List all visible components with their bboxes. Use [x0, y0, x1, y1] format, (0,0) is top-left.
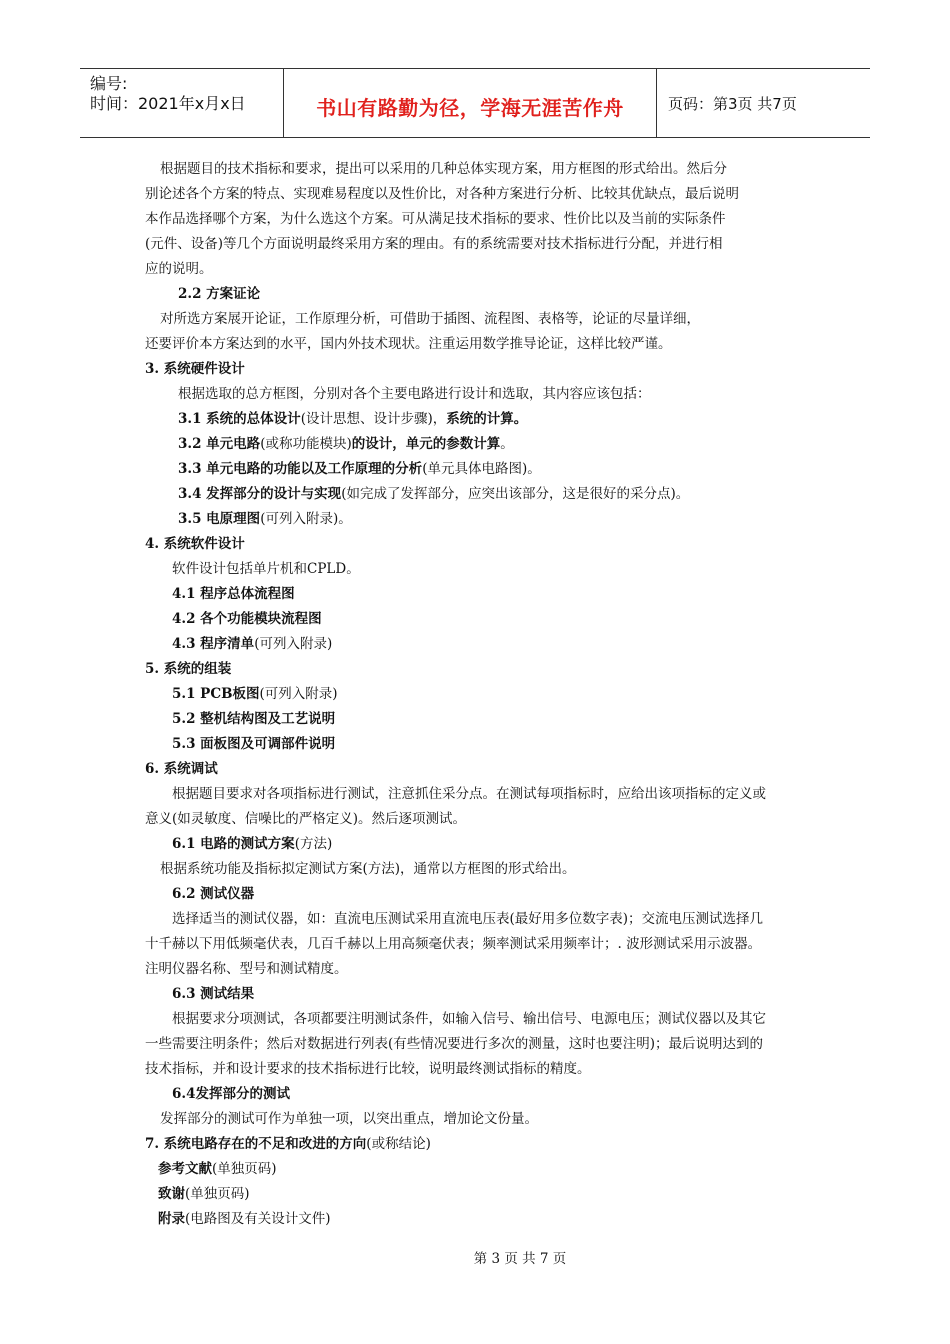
- paragraph-line: 对所选方案展开论证，工作原理分析，可借助于插图、流程图、表格等，论证的尽量详细，: [160, 311, 700, 327]
- list-item: 4.2 各个功能模块流程图: [172, 611, 322, 627]
- paragraph-line: 技术指标，并和设计要求的技术指标进行比较，说明最终测试指标的精度。: [145, 1061, 591, 1077]
- header-motto: 书山有路勤为径，学海无涯苦作舟: [316, 96, 624, 120]
- list-item: 3.4 发挥部分的设计与实现(如完成了发挥部分，应突出该部分，这是很好的采分点)。: [178, 486, 690, 502]
- subsection-heading: 6.2 测试仪器: [172, 886, 255, 902]
- paragraph-line: 根据题目的技术指标和要求，提出可以采用的几种总体实现方案，用方框图的形式给出。然后分: [160, 161, 727, 177]
- paragraph-line: 根据题目要求对各项指标进行测试，注意抓住采分点。在测试每项指标时，应给出该项指标的定义或: [172, 786, 766, 802]
- paragraph-line: 注明仪器名称、型号和测试精度。: [145, 961, 348, 977]
- paragraph-line: 选择适当的测试仪器，如：直流电压测试采用直流电压表(最好用多位数字表)；交流电压测试选择几: [172, 911, 764, 927]
- subsection-heading: 6.1 电路的测试方案(方法): [172, 836, 333, 852]
- paragraph-line: 本作品选择哪个方案，为什么选这个方案。可从满足技术指标的要求、性价比以及当前的实际条件: [145, 211, 726, 227]
- section-heading: 5. 系统的组装: [145, 661, 232, 677]
- paragraph-line: 根据选取的总方框图，分别对各个主要电路进行设计和选取，其内容应该包括：: [178, 386, 651, 402]
- section-heading: 7. 系统电路存在的不足和改进的方向(或称结论): [145, 1136, 431, 1152]
- paragraph-line: 一些需要注明条件；然后对数据进行列表(有些情况要进行多次的测量，这时也要注明)；最后说明达到的: [145, 1036, 764, 1052]
- list-item: 3.1 系统的总体设计(设计思想、设计步骤)，系统的计算。: [178, 411, 528, 427]
- references-item: 参考文献(单独页码): [158, 1161, 277, 1177]
- paragraph-line: 发挥部分的测试可作为单独一项，以突出重点，增加论文份量。: [160, 1111, 538, 1127]
- section-heading: 3. 系统硬件设计: [145, 361, 245, 377]
- acknowledgements-item: 致谢(单独页码): [158, 1186, 250, 1202]
- paragraph-line: 软件设计包括单片机和CPLD。: [172, 561, 360, 577]
- list-item: 5.1 PCB板图(可列入附录): [172, 686, 338, 702]
- appendix-item: 附录(电路图及有关设计文件): [158, 1211, 331, 1227]
- section-heading: 2.2 方案证论: [178, 286, 261, 302]
- paragraph-line: 十千赫以下用低频毫伏表，几百千赫以上用高频毫伏表；频率测试采用频率计；. 波形测试采用示波器。: [145, 936, 762, 952]
- section-heading: 6. 系统调试: [145, 761, 218, 777]
- paragraph-line: (元件、设备)等几个方面说明最终采用方案的理由。有的系统需要对技术指标进行分配，并进行相: [145, 236, 723, 252]
- list-item: 4.3 程序清单(可列入附录): [172, 636, 333, 652]
- paragraph-line: 应的说明。: [145, 261, 213, 277]
- section-heading: 4. 系统软件设计: [145, 536, 245, 552]
- paragraph-line: 还要评价本方案达到的水平，国内外技术现状。注重运用数学推导论证，这样比较严谨。: [145, 336, 672, 352]
- header-page-number: 页码：第3页 共7页: [668, 95, 797, 113]
- list-item: 3.5 电原理图(可列入附录)。: [178, 511, 352, 527]
- paragraph-line: 别论述各个方案的特点、实现难易程度以及性价比，对各种方案进行分析、比较其优缺点，最后说明: [145, 186, 739, 202]
- subsection-heading: 6.3 测试结果: [172, 986, 255, 1002]
- paragraph-line: 根据要求分项测试，各项都要注明测试条件，如输入信号、输出信号、电源电压；测试仪器以及其它: [172, 1011, 766, 1027]
- page-footer: 第 3 页 共 7 页: [473, 1251, 567, 1267]
- list-item: 3.2 单元电路(或称功能模块)的设计，单元的参数计算。: [178, 436, 514, 452]
- paragraph-line: 意义(如灵敏度、信噪比的严格定义)。然后逐项测试。: [145, 811, 467, 827]
- list-item: 5.3 面板图及可调部件说明: [172, 736, 336, 752]
- document-date-label: 时间：2021年x月x日: [90, 94, 246, 113]
- paragraph-line: 根据系统功能及指标拟定测试方案(方法)，通常以方框图的形式给出。: [160, 861, 576, 877]
- subsection-heading: 6.4发挥部分的测试: [172, 1086, 290, 1102]
- list-item: 4.1 程序总体流程图: [172, 586, 295, 602]
- list-item: 5.2 整机结构图及工艺说明: [172, 711, 336, 727]
- document-number-label: 编号:: [90, 74, 128, 93]
- list-item: 3.3 单元电路的功能以及工作原理的分析(单元具体电路图)。: [178, 461, 541, 477]
